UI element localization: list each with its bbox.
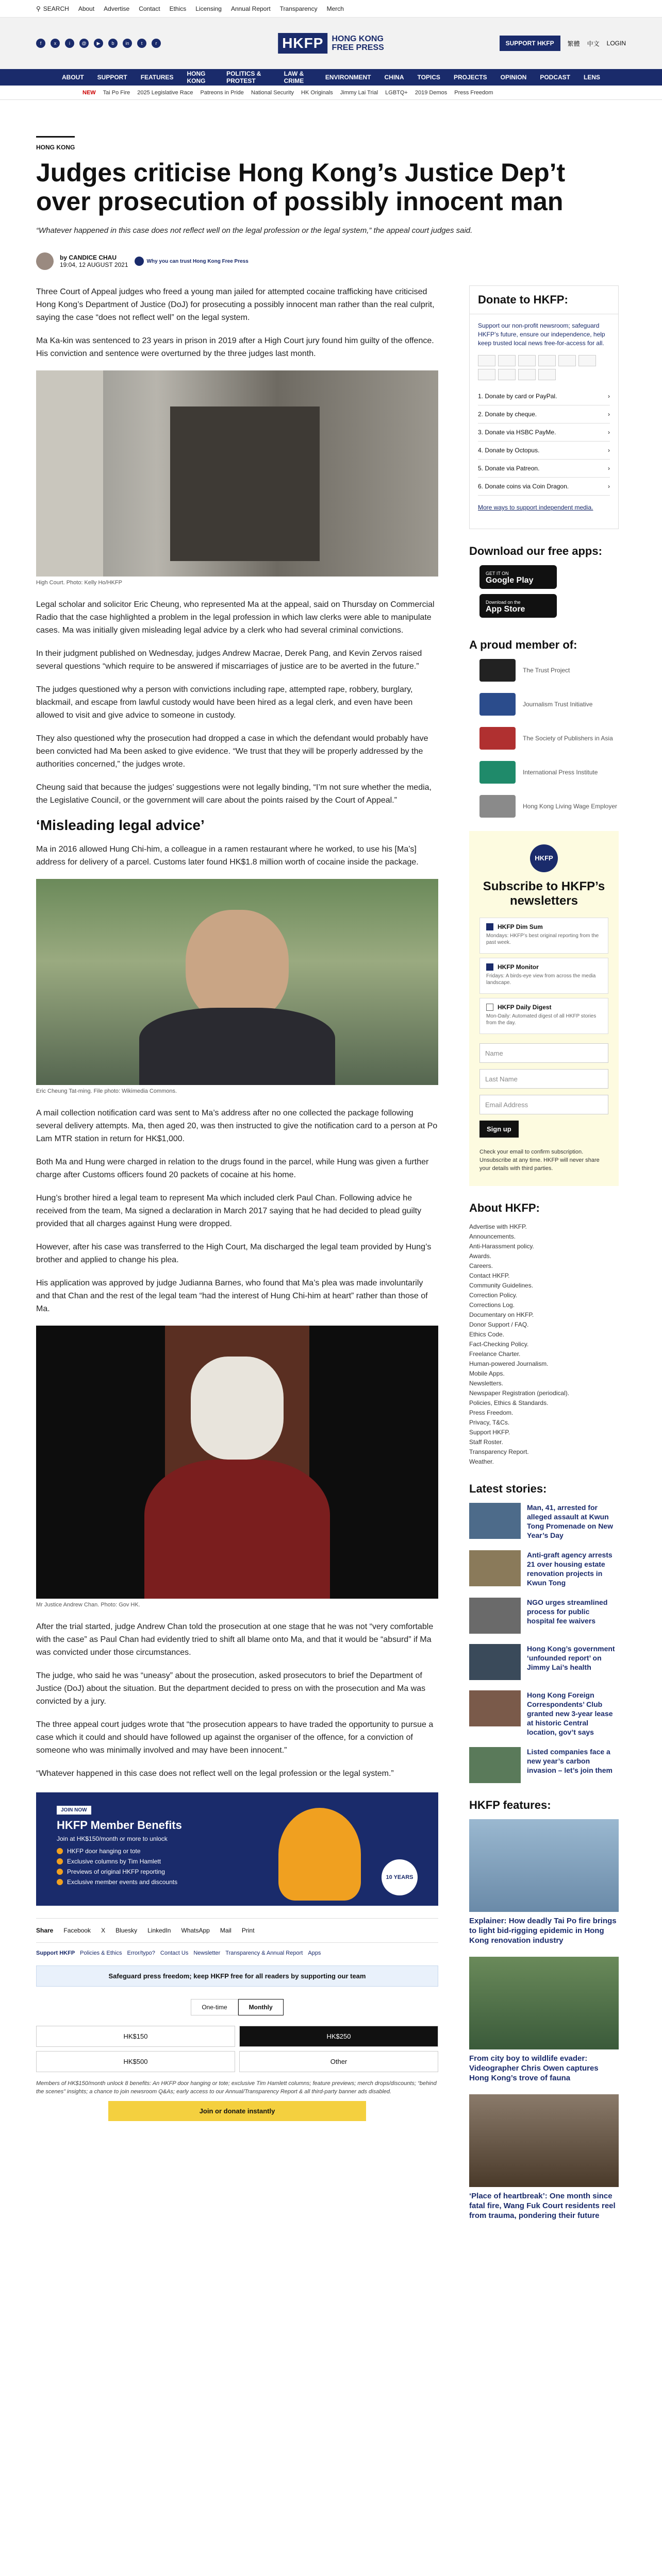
trending-bar: [0, 86, 662, 100]
frequency-toggle: [36, 1999, 438, 2015]
about-link[interactable]: Transparency Report.: [469, 1448, 529, 1455]
newsletter-badge: HKFP: [530, 844, 558, 872]
about-link[interactable]: Contact HKFP.: [469, 1272, 510, 1279]
about-link[interactable]: Donor Support / FAQ.: [469, 1321, 529, 1328]
trending-link[interactable]: Press Freedom: [454, 89, 493, 96]
threads-icon[interactable]: @: [79, 39, 89, 48]
apps-title: Download our free apps:: [469, 545, 602, 557]
about-list: [469, 1222, 619, 1467]
share-bluesky-link[interactable]: Bluesky: [115, 1927, 138, 1934]
donate-option[interactable]: 3. Donate via HSBC PayMe. ›: [478, 423, 610, 442]
member-logo[interactable]: Hong Kong Living Wage Employer: [479, 795, 619, 818]
join-donate-button[interactable]: Join or donate instantly: [108, 2101, 366, 2121]
story-thumbnail: [469, 1503, 521, 1539]
about-link[interactable]: Weather.: [469, 1458, 494, 1465]
trust-project-logo: [479, 659, 516, 682]
feature-story[interactable]: Explainer: How deadly Tai Po fire brings to light bid-rigging epidemic in Hong Kong renovation industry: [469, 1819, 619, 1945]
feature-thumbnail: [469, 1957, 619, 2049]
about-link[interactable]: Press Freedom.: [469, 1409, 514, 1416]
nav-item[interactable]: SUPPORT: [97, 74, 127, 81]
about-link[interactable]: Documentary on HKFP.: [469, 1311, 534, 1318]
contact-link[interactable]: Contact: [139, 5, 160, 12]
about-link[interactable]: Newspaper Registration (periodical).: [469, 1389, 570, 1397]
footer-link[interactable]: Transparency & Annual Report: [225, 1950, 303, 1956]
footer-link[interactable]: Apps: [308, 1950, 321, 1956]
amex-icon: [518, 355, 536, 366]
nav-item[interactable]: PROJECTS: [453, 74, 487, 81]
social-icons: [36, 39, 161, 48]
paragraph: Ma Ka-kin was sentenced to 23 years in prison in 2019 after a High Court jury found him guilty of the offence. His conviction and sentence were overturned by the three judges last month.: [36, 336, 434, 358]
linkedin-icon[interactable]: in: [123, 39, 132, 48]
trending-link[interactable]: Tai Po Fire: [103, 89, 130, 96]
email-field[interactable]: Email Address: [479, 1095, 608, 1114]
paragraph: “Whatever happened in this case does not reflect well on the legal profession or the legal system.”: [36, 1769, 394, 1778]
nav-item[interactable]: ABOUT: [62, 74, 84, 81]
about-title: About HKFP:: [469, 1201, 540, 1214]
feature-thumbnail: [469, 1819, 619, 1912]
paypal-icon: [538, 355, 556, 366]
search-link[interactable]: ⚲ SEARCH: [36, 5, 69, 12]
latest-story[interactable]: Hong Kong Foreign Correspondents’ Club granted new 3-year lease at historic Central location, gov’t says: [469, 1690, 619, 1737]
lang-trad-link[interactable]: 繁體: [567, 40, 580, 47]
telegram-icon[interactable]: t: [137, 39, 146, 48]
logo-line2: FREE PRESS: [332, 43, 384, 52]
benefit-item: Exclusive columns by Tim Hamlett: [57, 1858, 418, 1865]
share-facebook-link[interactable]: Facebook: [63, 1927, 91, 1934]
ipi-logo: [479, 761, 516, 784]
paragraph: Legal scholar and solicitor Eric Cheung, who represented Ma at the appeal, said on Thursday on Commercial Radio that the case highlighted a problem in the legal profession in which law clerks were able to manipulate cases. Ma was initially given misleading legal advice by a clerk who had several criminal convictions.: [36, 600, 435, 635]
about-link[interactable]: Corrections Log.: [469, 1301, 515, 1309]
amount-option[interactable]: HK$250: [239, 2026, 438, 2047]
trending-link[interactable]: Jimmy Lai Trial: [340, 89, 378, 96]
amount-option[interactable]: HK$150: [36, 2026, 235, 2047]
advertise-link[interactable]: Advertise: [104, 5, 130, 12]
rss-icon[interactable]: r: [152, 39, 161, 48]
benefits-title: HKFP Member Benefits: [57, 1819, 182, 1832]
print-link[interactable]: Print: [241, 1927, 255, 1934]
amount-options: [36, 2026, 438, 2072]
jti-logo: [479, 693, 516, 716]
trust-badge[interactable]: Why you can trust Hong Kong Free Press: [135, 257, 249, 266]
author-name[interactable]: by CANDICE CHAU: [60, 254, 117, 261]
join-now-badge: JOIN NOW: [57, 1806, 91, 1815]
licensing-link[interactable]: Licensing: [195, 5, 222, 12]
newsletter-note: Check your email to confirm subscription. Unsubscribe at any time. HKFP will never share your details with third parties.: [479, 1149, 600, 1172]
nav-item[interactable]: LAW & CRIME: [284, 70, 304, 84]
share-label: Share: [36, 1927, 54, 1934]
trending-link[interactable]: 2025 Legislative Race: [137, 89, 193, 96]
mascot-illustration: [278, 1808, 361, 1901]
about-link[interactable]: Awards.: [469, 1252, 492, 1260]
app-store-button[interactable]: Download on the App Store: [479, 594, 557, 618]
facebook-icon[interactable]: f: [36, 39, 45, 48]
about-link[interactable]: Freelance Charter.: [469, 1350, 521, 1358]
paragraph: Both Ma and Hung were charged in relation to the drugs found in the parcel, while Hung was given a further charge after Customs officers found 20 packets of cocaine at his home.: [36, 1158, 429, 1179]
about-link[interactable]: About: [78, 5, 95, 12]
footer-link[interactable]: Policies & Ethics: [80, 1950, 122, 1956]
features-title: HKFP features:: [469, 1799, 551, 1811]
nav-item[interactable]: CHINA: [384, 74, 404, 81]
member-benefits-banner[interactable]: [36, 1792, 438, 1906]
new-label: NEW: [82, 89, 96, 96]
donate-option[interactable]: 6. Donate coins via Coin Dragon. ›: [478, 478, 610, 496]
newsletter-option[interactable]: HKFP Daily Digest Mon-Daily: Automated digest of all HKFP stories from the day.: [479, 998, 608, 1034]
chevron-right-icon: ›: [608, 393, 610, 400]
about-link[interactable]: Advertise with HKFP.: [469, 1223, 527, 1230]
transparency-link[interactable]: Transparency: [279, 5, 318, 12]
footer-link[interactable]: Contact Us: [160, 1950, 189, 1956]
section-heading: ‘Misleading legal advice’: [36, 817, 205, 833]
x-icon[interactable]: x: [51, 39, 60, 48]
donate-option[interactable]: 1. Donate by card or PayPal. ›: [478, 387, 610, 405]
footer-link[interactable]: Newsletter: [193, 1950, 221, 1956]
about-link[interactable]: Ethics Code.: [469, 1331, 505, 1338]
newsletter-option[interactable]: HKFP Dim Sum Mondays: HKFP’s best original reporting from the past week.: [479, 918, 608, 954]
about-link[interactable]: Privacy, T&Cs.: [469, 1419, 510, 1426]
newsletter-option[interactable]: HKFP Monitor Fridays: A birds-eye view from across the media landscape.: [479, 958, 608, 994]
feature-thumbnail: [469, 2094, 619, 2187]
nav-item[interactable]: LENS: [583, 74, 600, 81]
checkbox[interactable]: [486, 923, 493, 930]
paragraph: Three Court of Appeal judges who freed a young man jailed for attempted cocaine trafficking have criticised Hong Kong’s Department of Justice (DoJ) for prosecuting a possibly innocent man rather than the real culprit, saying the case “does not reflect well” on the legal system.: [36, 287, 435, 322]
alipay-icon: [538, 369, 556, 380]
support-hkfp-button[interactable]: SUPPORT HKFP: [500, 36, 560, 51]
ten-years-badge: 10 YEARS: [382, 1859, 418, 1895]
benefits-subtitle: Join at HK$150/month or more to unlock: [57, 1835, 168, 1842]
paragraph: Hung’s brother hired a legal team to represent Ma which included clerk Paul Chan. Following advice he received from the team, Ma signed a declaration in March 2017 saying that he had decided to plead guilty provided that all charges against Hung were dropped.: [36, 1194, 422, 1228]
about-link[interactable]: Staff Roster.: [469, 1438, 503, 1446]
benefit-item: HKFP door hanging or tote: [57, 1848, 418, 1855]
logo-line1: HONG KONG: [332, 35, 384, 43]
amount-option[interactable]: Other: [239, 2051, 438, 2072]
paragraph: His application was approved by judge Judianna Barnes, who found that Ma’s plea was made involuntarily and that Chan and the rest of the legal team “had the interest of Hung Chi-him at heart” rather than those of Ma.: [36, 1279, 428, 1313]
image-caption: High Court. Photo: Kelly Ho/HKFP: [36, 580, 122, 586]
byline: [36, 252, 626, 270]
about-link[interactable]: Newsletters.: [469, 1380, 504, 1387]
site-logo[interactable]: [278, 33, 384, 54]
story-thumbnail: [469, 1644, 521, 1680]
article-title: Judges criticise Hong Kong’s Justice Dep’t over prosecution of possibly innocent man: [36, 158, 566, 216]
lang-chinese-link[interactable]: 中文: [587, 40, 600, 47]
eric-cheung-photo: [36, 879, 438, 1085]
member-logo[interactable]: The Trust Project: [479, 659, 619, 682]
latest-story[interactable]: Man, 41, arrested for alleged assault at Kwun Tong Promenade on New Year’s Day: [469, 1503, 619, 1540]
chevron-right-icon: ›: [608, 429, 610, 436]
about-link[interactable]: Correction Policy.: [469, 1292, 518, 1299]
member-logo[interactable]: International Press Institute: [479, 761, 619, 784]
share-whatsapp-link[interactable]: WhatsApp: [181, 1927, 210, 1934]
donate-option[interactable]: 5. Donate via Patreon. ›: [478, 460, 610, 478]
sign-up-button[interactable]: Sign up: [479, 1121, 519, 1138]
payme-icon: [558, 355, 576, 366]
site-header: [0, 18, 662, 69]
main-nav: [0, 69, 662, 86]
andrew-chan-photo: [36, 1326, 438, 1599]
safeguard-banner: Safeguard press freedom; keep HKFP free for all readers by supporting our team: [36, 1965, 438, 1987]
name-field[interactable]: Name: [479, 1043, 608, 1063]
story-thumbnail: [469, 1598, 521, 1634]
latest-story[interactable]: Anti-graft agency arrests 21 over housing estate renovation projects in Kwun Tong: [469, 1550, 619, 1587]
trust-icon: [135, 257, 144, 266]
footer-link[interactable]: Support HKFP: [36, 1950, 75, 1956]
story-thumbnail: [469, 1550, 521, 1586]
about-link[interactable]: Human-powered Journalism.: [469, 1360, 549, 1367]
nav-item[interactable]: HONG KONG: [187, 70, 206, 84]
search-icon: ⚲: [36, 5, 41, 12]
nav-item[interactable]: FEATURES: [140, 74, 174, 81]
benefit-item: Previews of original HKFP reporting: [57, 1868, 418, 1875]
one-time-option[interactable]: One-time: [191, 1999, 238, 2015]
paragraph: Cheung said that because the judges’ suggestions were not legally binding, “I’m not sure whether the media, the Legislative Council, or the government will care about the points raised by the Court of Appeal.”: [36, 783, 432, 805]
story-thumbnail: [469, 1690, 521, 1726]
trending-link[interactable]: National Security: [251, 89, 294, 96]
paragraph: However, after his case was transferred to the High Court, Ma discharged the legal team provided by Hung’s brother and applied to change his plea.: [36, 1243, 432, 1264]
about-link[interactable]: Announcements.: [469, 1233, 516, 1240]
article-standfirst: “Whatever happened in this case does not reflect well on the legal profession or the legal system,” the appeal court judges said.: [36, 226, 473, 235]
annual-report-link[interactable]: Annual Report: [230, 5, 271, 12]
newsletter-box: [469, 831, 619, 1186]
nav-item[interactable]: PODCAST: [540, 74, 570, 81]
google-play-button[interactable]: GET IT ON Google Play: [479, 565, 557, 589]
chevron-right-icon: ›: [608, 483, 610, 490]
feature-story[interactable]: ‘Place of heartbreak’: One month since fatal fire, Wang Fuk Court residents reel from trauma, pondering their future: [469, 2094, 619, 2221]
bluesky-icon[interactable]: b: [108, 39, 118, 48]
paragraph: In their judgment published on Wednesday, judges Andrew Macrae, Derek Pang, and Kevin Zervos raised several questions “which require to be answered if miscarriages of justice are to be averted in the future.”: [36, 649, 422, 671]
share-row: [36, 1918, 438, 1943]
member-logo[interactable]: Journalism Trust Initiative: [479, 693, 619, 716]
newsletter-title: Subscribe to HKFP’s newsletters: [483, 879, 605, 908]
visa-icon: [478, 355, 495, 366]
top-bar: [0, 0, 662, 18]
paragraph: After the trial started, judge Andrew Chan told the prosecution at one stage that he was not “very comfortable with the case” as Paul Chan had evidently tried to shift all blame onto Ma, and that it would be “absurd” if Ma was convicted under those circumstances.: [36, 1622, 434, 1657]
paragraph: The judges questioned why a person with convictions including rape, attempted rape, robbery, burglary, blackmail, and escape from lawful custody would have been hired as a legal clerk, and even have been allowed to visit and give advice to someone in custody.: [36, 685, 413, 720]
checkbox[interactable]: [486, 963, 493, 971]
about-link[interactable]: Support HKFP.: [469, 1429, 510, 1436]
checkbox[interactable]: [486, 1004, 493, 1011]
member-logo[interactable]: The Society of Publishers in Asia: [479, 727, 619, 750]
donate-box: [469, 285, 619, 529]
living-wage-logo: [479, 795, 516, 818]
octopus-icon: [578, 355, 596, 366]
about-link[interactable]: Mobile Apps.: [469, 1370, 505, 1377]
image-caption: Eric Cheung Tat-ming. File photo: Wikimedia Commons.: [36, 1088, 177, 1094]
chevron-right-icon: ›: [608, 465, 610, 472]
login-link[interactable]: LOGIN: [606, 40, 626, 47]
member-note: Members of HK$150/month unlock 8 benefits: An HKFP door hanging or tote; exclusive Tim Hamlett columns; feature previews; merch drops/discounts; “behind the scenes” insights; a chance to join newsroom Q&As; early access to our Annual/Transparency Report & all third-party banner ads disabled.: [36, 2080, 437, 2095]
merch-link[interactable]: Merch: [326, 5, 344, 12]
paragraph: Ma in 2016 allowed Hung Chi-him, a colleague in a ramen restaurant where he worked, to use his [Ma’s] address for delivery of a parcel. Customs later found HK$1.8 million worth of cocaine inside the package.: [36, 845, 419, 867]
chevron-right-icon: ›: [608, 447, 610, 454]
article-footer-links: [36, 1950, 438, 1956]
patreon-icon: [478, 369, 495, 380]
footer-link[interactable]: Error/typo?: [127, 1950, 155, 1956]
mastercard-icon: [498, 355, 516, 366]
image-caption: Mr Justice Andrew Chan. Photo: Gov HK.: [36, 1602, 140, 1608]
trending-link[interactable]: 2019 Demos: [415, 89, 448, 96]
instagram-icon[interactable]: i: [65, 39, 74, 48]
monthly-option[interactable]: Monthly: [238, 1999, 284, 2015]
payment-logos: [470, 348, 618, 387]
article-body: [36, 285, 438, 2232]
sidebar: [469, 285, 619, 2232]
article-header: [0, 100, 662, 270]
donate-option[interactable]: 2. Donate by cheque. ›: [478, 405, 610, 423]
benefit-item: Exclusive member events and discounts: [57, 1878, 418, 1886]
last-name-field[interactable]: Last Name: [479, 1069, 608, 1089]
share-x-link[interactable]: X: [101, 1927, 106, 1934]
trending-link[interactable]: Patreons in Pride: [200, 89, 244, 96]
nav-item[interactable]: POLITICS & PROTEST: [226, 70, 261, 84]
more-ways-link[interactable]: More ways to support independent media.: [478, 504, 593, 511]
ethics-link[interactable]: Ethics: [169, 5, 187, 12]
high-court-photo: [36, 370, 438, 577]
applepay-icon: [498, 369, 516, 380]
donate-option[interactable]: 4. Donate by Octopus. ›: [478, 442, 610, 460]
paragraph: A mail collection notification card was sent to Ma’s address after no one collected the package following several delivery attempts. Ma, then aged 20, was then instructed to give the notification card to a person at Po Lam MTR station in return for HK$1,000.: [36, 1109, 438, 1143]
donate-desc[interactable]: Support our non-profit newsroom; safeguard HKFP’s future, ensure our independence, help keep trusted local news free-for-access for all.: [478, 322, 605, 347]
feature-story[interactable]: From city boy to wildlife evader: Videographer Chris Owen captures Hong Kong’s trove of fauna: [469, 1957, 619, 2083]
about-link[interactable]: Anti-Harassment policy.: [469, 1243, 534, 1250]
benefits-list: [57, 1848, 418, 1889]
nav-item[interactable]: ENVIRONMENT: [325, 74, 371, 81]
author-avatar: [36, 252, 54, 270]
about-link[interactable]: Community Guidelines.: [469, 1282, 534, 1289]
latest-story[interactable]: Hong Kong’s government ‘unfounded report’ on Jimmy Lai’s health: [469, 1644, 619, 1680]
donate-title: Donate to HKFP:: [470, 286, 618, 314]
paragraph: The three appeal court judges wrote that “the prosecution appears to have traded the opportunity to pursue a case which it could and should have followed up against the organiser of the offence, for a conviction of someone who was minimally involved and may have been innocent.”: [36, 1720, 434, 1755]
logo-mark: HKFP: [278, 33, 327, 54]
sopa-logo: [479, 727, 516, 750]
about-link[interactable]: Policies, Ethics & Standards.: [469, 1399, 549, 1406]
trending-link[interactable]: LGBTQ+: [385, 89, 408, 96]
share-mail-link[interactable]: Mail: [220, 1927, 231, 1934]
amount-option[interactable]: HK$500: [36, 2051, 235, 2072]
about-link[interactable]: Careers.: [469, 1262, 493, 1269]
publish-date: 19:04, 12 AUGUST 2021: [60, 261, 128, 268]
latest-title: Latest stories:: [469, 1482, 547, 1495]
article-kicker[interactable]: HONG KONG: [36, 136, 75, 151]
nav-item[interactable]: OPINION: [500, 74, 527, 81]
paragraph: The judge, who said he was “uneasy” about the prosecution, asked prosecutors to brief the Department of Justice (DoJ) about the situation. But the department decided to press on with the prosecution and Ma was convicted by a jury.: [36, 1671, 426, 1706]
googlepay-icon: [518, 369, 536, 380]
about-link[interactable]: Fact-Checking Policy.: [469, 1341, 529, 1348]
paragraph: They also questioned why the prosecution had dropped a case in which the defendant would probably have been convicted had Ma been asked to give evidence. “We trust that they will be properly addressed by the authorities concerned,” the judges wrote.: [36, 734, 428, 769]
member-of-title: A proud member of:: [469, 638, 577, 651]
latest-story[interactable]: Listed companies face a new year’s carbon invasion – let’s join them: [469, 1747, 619, 1783]
story-thumbnail: [469, 1747, 521, 1783]
chevron-right-icon: ›: [608, 411, 610, 418]
latest-story[interactable]: NGO urges streamlined process for public hospital fee waivers: [469, 1598, 619, 1634]
youtube-icon[interactable]: ▶: [94, 39, 103, 48]
nav-item[interactable]: TOPICS: [417, 74, 440, 81]
trending-link[interactable]: HK Originals: [301, 89, 333, 96]
share-linkedin-link[interactable]: LinkedIn: [147, 1927, 171, 1934]
